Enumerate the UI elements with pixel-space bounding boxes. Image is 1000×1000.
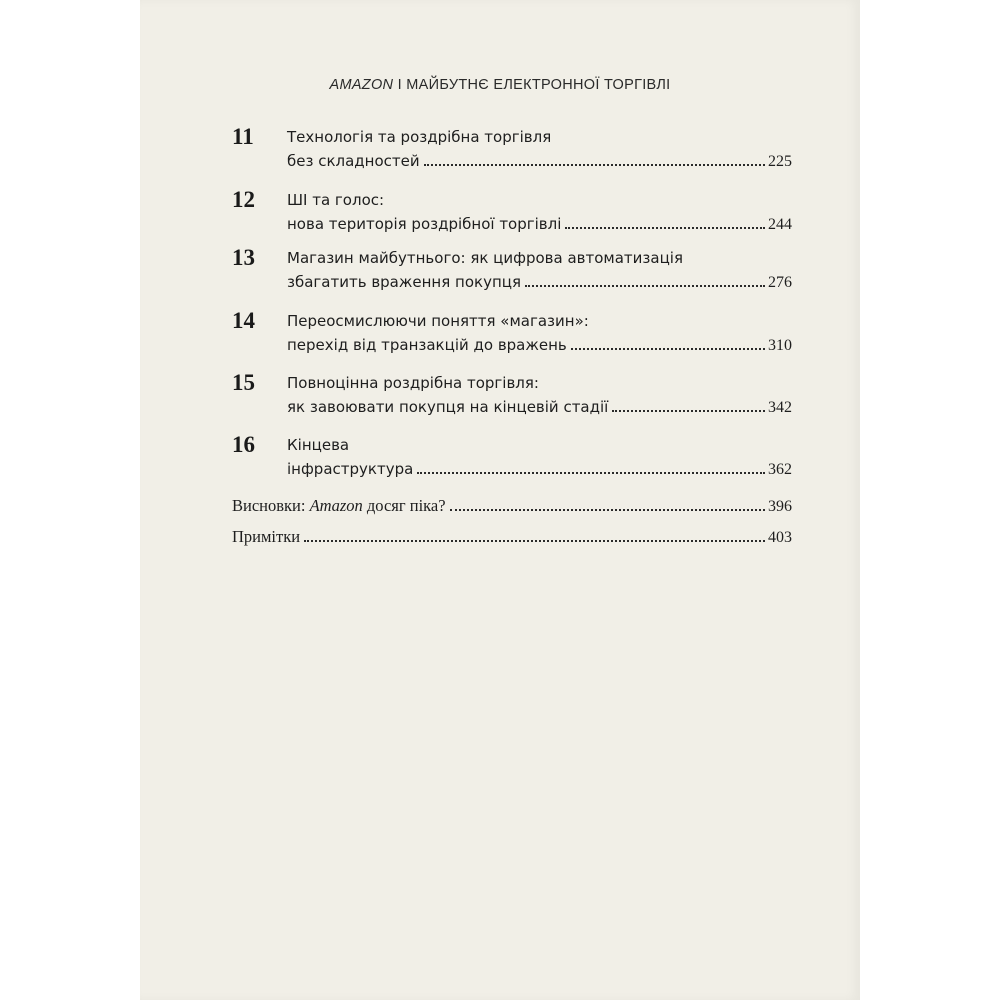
chapter-number: 14 [232, 308, 255, 333]
dot-leader [304, 539, 765, 542]
chapter-number: 16 [232, 432, 255, 457]
chapter-title-line1: Кінцева [287, 436, 350, 454]
page-number: 362 [768, 461, 792, 478]
page-number: 244 [768, 216, 792, 233]
page-number: 225 [768, 153, 792, 170]
page-number: 310 [768, 337, 792, 354]
page-number: 396 [768, 498, 792, 515]
chapter-number: 11 [232, 124, 254, 149]
chapter-title-line1: ШІ та голос: [287, 191, 385, 209]
chapter-title-line1: Технологія та роздрібна торгівля [287, 128, 552, 146]
chapter-title-line1: Переосмислюючи поняття «магазин»: [287, 312, 589, 330]
dot-leader [571, 347, 765, 350]
page-number: 276 [768, 274, 792, 291]
dot-leader [565, 226, 765, 229]
chapter-title-line1: Магазин майбутнього: як цифрова автоматизація [287, 249, 683, 267]
dot-leader [450, 508, 765, 511]
chapter-title-line1: Повноцінна роздрібна торгівля: [287, 374, 539, 392]
toc-entry-conclusions[interactable] [232, 496, 792, 516]
chapter-title-line2: без складностей [287, 152, 420, 170]
book-page [140, 0, 860, 1000]
dot-leader [612, 409, 765, 412]
chapter-title-line2: як завоювати покупця на кінцевій стадії [287, 398, 609, 416]
dot-leader [525, 284, 765, 287]
running-head-brand: AMAZON [329, 77, 394, 93]
chapter-title-line2: перехід від транзакцій до вражень [287, 336, 567, 354]
chapter-title-line2: збагатить враження покупця [287, 273, 521, 291]
page-number: 403 [768, 529, 792, 546]
running-head [140, 77, 860, 93]
dot-leader [417, 471, 765, 474]
page-number: 342 [768, 399, 792, 416]
dot-leader [424, 163, 765, 166]
running-head-title: І МАЙБУТНЄ ЕЛЕКТРОННОЇ ТОРГІВЛІ [393, 77, 671, 93]
notes-label: Примітки [232, 527, 301, 546]
conclusions-prefix: Висновки: [232, 496, 310, 515]
chapter-number: 13 [232, 245, 255, 270]
toc-entry-notes[interactable] [232, 527, 792, 547]
chapter-title-line2: нова територія роздрібної торгівлі [287, 215, 562, 233]
conclusions-suffix: досяг піка? [362, 496, 446, 515]
chapter-number: 15 [232, 370, 255, 395]
conclusions-brand: Amazon [309, 496, 363, 515]
chapter-title-line2: інфраструктура [287, 460, 414, 478]
chapter-number: 12 [232, 187, 255, 212]
